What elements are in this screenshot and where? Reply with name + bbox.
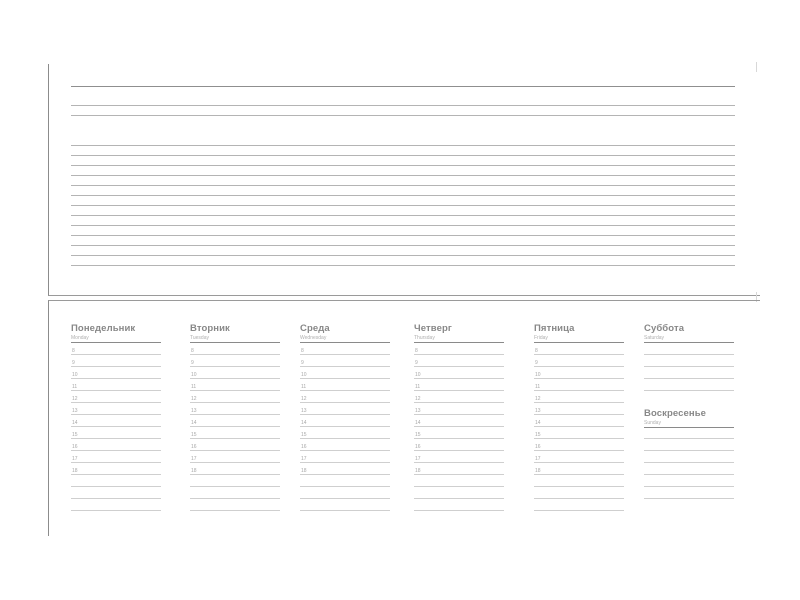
slot-line [71, 390, 161, 391]
slot-line [71, 486, 161, 487]
hour-label: 16 [415, 444, 421, 450]
slot-line [644, 354, 734, 355]
notes-line [71, 265, 735, 266]
hour-label: 12 [72, 396, 78, 402]
slot-line [71, 426, 161, 427]
hour-label: 9 [415, 360, 418, 366]
slot-line [300, 390, 390, 391]
hour-label: 13 [301, 408, 307, 414]
notes-line [71, 215, 735, 216]
hour-label: 17 [535, 456, 541, 462]
hour-label: 14 [301, 420, 307, 426]
slot-line [190, 450, 280, 451]
hour-label: 9 [301, 360, 304, 366]
slot-line [300, 450, 390, 451]
slot-line [190, 510, 280, 511]
hour-label: 17 [191, 456, 197, 462]
notes-line [71, 155, 735, 156]
day-header-line [534, 342, 624, 343]
hour-label: 16 [301, 444, 307, 450]
hour-label: 14 [72, 420, 78, 426]
slot-line [534, 462, 624, 463]
slot-line [300, 438, 390, 439]
hour-label: 13 [415, 408, 421, 414]
slot-line [534, 390, 624, 391]
slot-line [190, 426, 280, 427]
hour-label: 17 [301, 456, 307, 462]
slot-line [71, 462, 161, 463]
hour-label: 8 [415, 348, 418, 354]
slot-line [414, 366, 504, 367]
week-panel [48, 300, 760, 536]
slot-line [534, 402, 624, 403]
notes-line [71, 195, 735, 196]
day-header-line [644, 427, 734, 428]
notes-header-line [71, 86, 735, 87]
slot-line [190, 438, 280, 439]
slot-line [300, 426, 390, 427]
day-header-line [414, 342, 504, 343]
day-title: Вторник [190, 323, 230, 334]
slot-line [534, 510, 624, 511]
hour-label: 10 [191, 372, 197, 378]
notes-line [71, 245, 735, 246]
slot-line [190, 366, 280, 367]
slot-line [300, 510, 390, 511]
day-header-line [71, 342, 161, 343]
slot-line [644, 366, 734, 367]
slot-line [414, 414, 504, 415]
hour-label: 13 [535, 408, 541, 414]
slot-line [300, 402, 390, 403]
slot-line [644, 438, 734, 439]
slot-line [71, 498, 161, 499]
hour-label: 16 [535, 444, 541, 450]
day-title: Среда [300, 323, 330, 334]
hour-label: 14 [415, 420, 421, 426]
hour-label: 11 [191, 384, 197, 390]
day-subtitle: Tuesday [190, 335, 209, 341]
notes-line [71, 235, 735, 236]
slot-line [71, 366, 161, 367]
slot-line [414, 354, 504, 355]
day-header-line [300, 342, 390, 343]
hour-label: 8 [535, 348, 538, 354]
slot-line [300, 354, 390, 355]
slot-line [190, 390, 280, 391]
day-title: Суббота [644, 323, 685, 334]
notes-panel [48, 64, 760, 296]
slot-line [414, 450, 504, 451]
day-subtitle: Saturday [644, 335, 665, 341]
hour-label: 9 [72, 360, 75, 366]
day-title: Четверг [414, 323, 452, 334]
slot-line [190, 486, 280, 487]
hour-label: 17 [415, 456, 421, 462]
hour-label: 9 [535, 360, 538, 366]
hour-label: 10 [72, 372, 78, 378]
hour-label: 16 [191, 444, 197, 450]
hour-label: 15 [191, 432, 197, 438]
notes-line [71, 145, 735, 146]
notes-line [71, 165, 735, 166]
hour-label: 10 [415, 372, 421, 378]
slot-line [534, 366, 624, 367]
slot-line [644, 474, 734, 475]
slot-line [71, 510, 161, 511]
hour-label: 18 [301, 468, 307, 474]
notes-line [71, 205, 735, 206]
slot-line [300, 498, 390, 499]
hour-label: 14 [191, 420, 197, 426]
slot-line [190, 378, 280, 379]
hour-label: 15 [415, 432, 421, 438]
hour-label: 11 [301, 384, 307, 390]
hour-label: 15 [72, 432, 78, 438]
slot-line [71, 378, 161, 379]
slot-line [534, 354, 624, 355]
slot-line [534, 438, 624, 439]
hour-label: 10 [301, 372, 307, 378]
hour-label: 8 [191, 348, 194, 354]
day-subtitle: Friday [534, 335, 548, 341]
slot-line [414, 486, 504, 487]
slot-line [190, 474, 280, 475]
slot-line [644, 486, 734, 487]
hour-label: 9 [191, 360, 194, 366]
slot-line [190, 498, 280, 499]
slot-line [71, 414, 161, 415]
hour-label: 12 [191, 396, 197, 402]
slot-line [71, 354, 161, 355]
slot-line [534, 474, 624, 475]
hour-label: 18 [72, 468, 78, 474]
slot-line [300, 414, 390, 415]
slot-line [300, 474, 390, 475]
hour-label: 11 [535, 384, 541, 390]
day-subtitle: Wednesday [300, 335, 327, 341]
hour-label: 17 [72, 456, 78, 462]
day-subtitle: Sunday [644, 420, 661, 426]
slot-line [644, 462, 734, 463]
notes-line [71, 105, 735, 106]
day-title: Воскресенье [644, 408, 707, 419]
hour-label: 12 [301, 396, 307, 402]
hour-label: 11 [72, 384, 78, 390]
slot-line [534, 450, 624, 451]
slot-line [190, 354, 280, 355]
slot-line [414, 402, 504, 403]
slot-line [644, 390, 734, 391]
hour-label: 8 [72, 348, 75, 354]
slot-line [414, 462, 504, 463]
slot-line [71, 402, 161, 403]
slot-line [414, 498, 504, 499]
slot-line [71, 438, 161, 439]
slot-line [300, 366, 390, 367]
notes-line [71, 185, 735, 186]
hour-label: 10 [535, 372, 541, 378]
hour-label: 18 [535, 468, 541, 474]
hour-label: 12 [415, 396, 421, 402]
day-title: Пятница [534, 323, 575, 334]
notes-line [71, 175, 735, 176]
hour-label: 12 [535, 396, 541, 402]
notes-line [71, 225, 735, 226]
slot-line [414, 426, 504, 427]
slot-line [534, 498, 624, 499]
slot-line [534, 486, 624, 487]
slot-line [644, 378, 734, 379]
hour-label: 18 [191, 468, 197, 474]
hour-label: 15 [301, 432, 307, 438]
hour-label: 14 [535, 420, 541, 426]
slot-line [300, 486, 390, 487]
slot-line [300, 462, 390, 463]
notes-line [71, 255, 735, 256]
day-subtitle: Monday [71, 335, 89, 341]
slot-line [414, 378, 504, 379]
day-title: Понедельник [71, 323, 136, 334]
hour-label: 16 [72, 444, 78, 450]
hour-label: 15 [535, 432, 541, 438]
slot-line [190, 414, 280, 415]
crop-mark [756, 62, 757, 72]
slot-line [190, 462, 280, 463]
slot-line [300, 378, 390, 379]
day-subtitle: Thursday [414, 335, 435, 341]
day-header-line [190, 342, 280, 343]
hour-label: 13 [191, 408, 197, 414]
day-header-line [644, 342, 734, 343]
slot-line [71, 474, 161, 475]
slot-line [414, 510, 504, 511]
hour-label: 11 [415, 384, 421, 390]
slot-line [534, 378, 624, 379]
slot-line [190, 402, 280, 403]
slot-line [414, 438, 504, 439]
hour-label: 18 [415, 468, 421, 474]
slot-line [644, 450, 734, 451]
hour-label: 13 [72, 408, 78, 414]
slot-line [644, 498, 734, 499]
slot-line [534, 414, 624, 415]
slot-line [71, 450, 161, 451]
slot-line [414, 390, 504, 391]
hour-label: 8 [301, 348, 304, 354]
notes-line [71, 115, 735, 116]
slot-line [414, 474, 504, 475]
slot-line [534, 426, 624, 427]
